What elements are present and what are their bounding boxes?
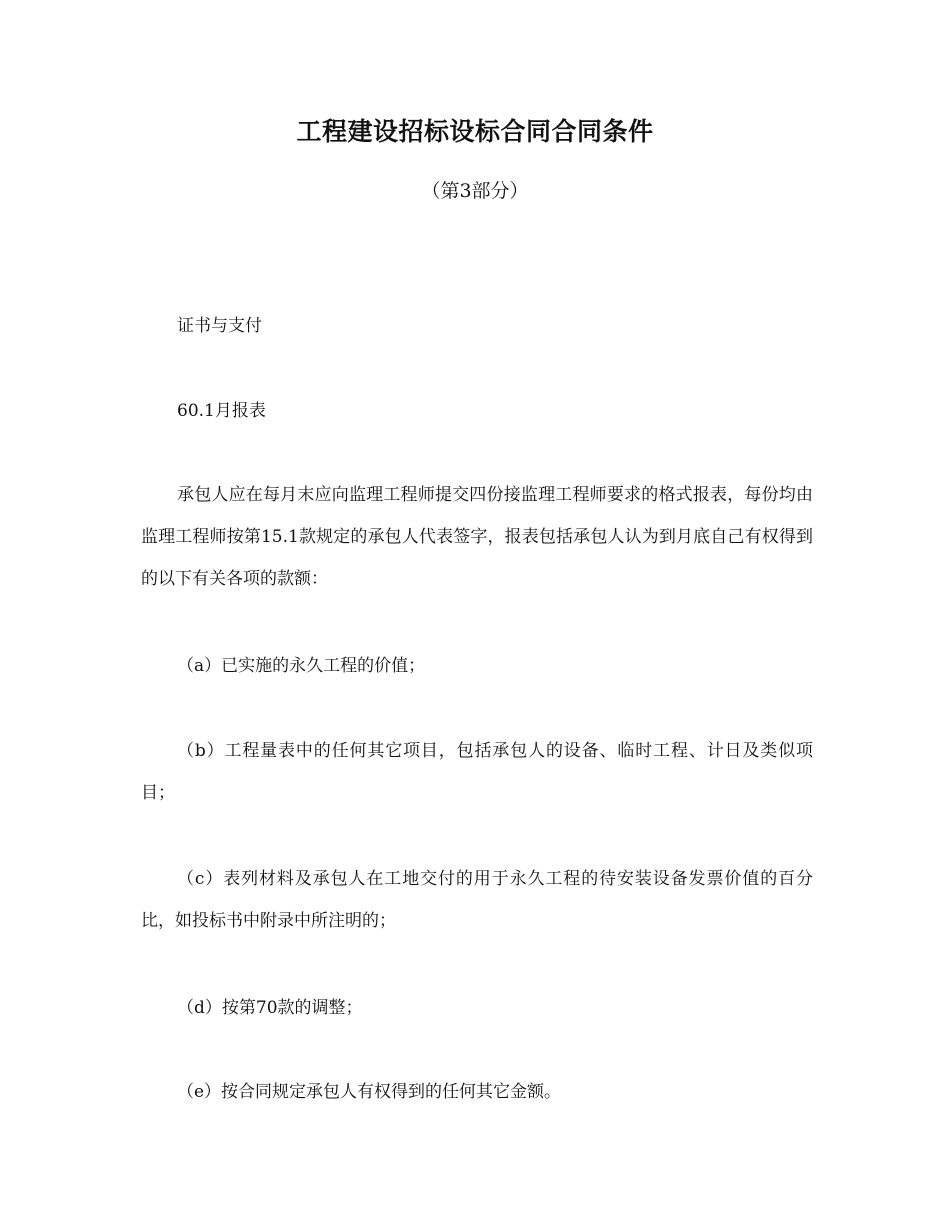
list-item-d: （d）按第70款的调整；	[177, 998, 363, 1018]
list-item-e: （e）按合同规定承包人有权得到的任何其它金额。	[177, 1082, 562, 1102]
list-item-a: （a）已实施的永久工程的价值；	[177, 656, 426, 676]
section-heading: 证书与支付	[177, 316, 262, 336]
body-paragraph: 承包人应在每月末应向监理工程师提交四份接监理工程师要求的格式报表，每份均由监理工程师按第15.1款规定的承包人代表签字，报表包括承包人认为到月底自己有权得到的以下有关各项的款额：	[141, 485, 813, 589]
document-title: 工程建设招标设标合同合同条件	[296, 117, 654, 146]
clause-heading: 60.1月报表	[177, 401, 266, 421]
document-subtitle: （第3部分）	[421, 180, 529, 202]
list-item-b: （b）工程量表中的任何其它项目，包括承包人的设备、临时工程、计日及类似项目；	[141, 741, 813, 803]
list-item-c: （c）表列材料及承包人在工地交付的用于永久工程的待安装设备发票价值的百分比，如投标书中附录中所注明的；	[141, 869, 813, 931]
